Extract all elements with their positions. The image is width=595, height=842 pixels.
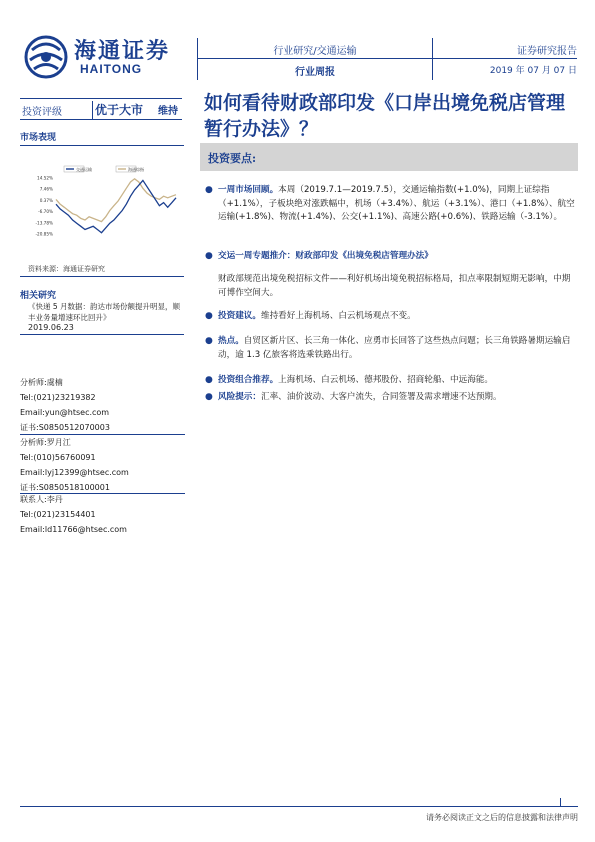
report-title: 如何看待财政部印发《口岸出境免税店管理暂行办法》？ bbox=[204, 92, 566, 140]
footer-disclaimer: 请务必阅读正文之后的信息披露和法律声明 bbox=[426, 813, 578, 822]
key-point-text: 本周（2019.7.1—2019.7.5），交通运输指数(+1.0%)，同期上证综指（+1.1%），子板块绝对涨跌幅中，机场（+3.4%）、航运（+3.1%）、港口（+1.8%）、航空运输(+1.8%)、物流(+1.4%)、公交(+1.1%)、高速公路(+0.6%)、铁路运输（-3.1%）。 bbox=[218, 185, 575, 222]
y-tick-label: 0.37% bbox=[39, 197, 53, 203]
key-point-text: 汇率、油价波动、大客户流失，合同签署及需求增速不达预期。 bbox=[260, 392, 502, 402]
related-research-date: 2019.06.23 bbox=[28, 323, 74, 332]
y-tick-label: -20.85% bbox=[35, 231, 53, 237]
logo-chinese-name: 海通证券 bbox=[74, 38, 171, 64]
haitong-emblem-icon bbox=[22, 34, 70, 80]
section-rule bbox=[20, 334, 184, 335]
key-point-lead: 一周市场回顾。 bbox=[218, 185, 279, 195]
key-point-subparagraph: 财政部规范出境免税招标文件——利好机场出境免税招标格局，扣点率限制短期无影响，中期可博作空间大。 bbox=[218, 274, 571, 298]
key-point-lead: 交运一周专题推介：财政部印发《出境免税店管理办法》 bbox=[218, 251, 433, 261]
report-category: 行业研究/交通运输 bbox=[273, 46, 357, 57]
bullet-icon: ● bbox=[205, 392, 213, 402]
company-logo bbox=[22, 34, 172, 80]
rating-label: 投资评级 bbox=[22, 107, 62, 118]
analyst-tel: Tel:(021)23219382 bbox=[20, 393, 96, 402]
contact-name: 联系人:李丹 bbox=[20, 495, 63, 504]
key-point-lead: 投资组合推荐。 bbox=[218, 375, 279, 385]
analyst-email[interactable]: Email:lyj12399@htsec.com bbox=[20, 468, 129, 477]
bullet-icon: ● bbox=[205, 185, 213, 195]
rating-divider bbox=[92, 101, 93, 119]
related-research-title: 相关研究 bbox=[20, 291, 57, 301]
key-points-heading: 投资要点: bbox=[208, 152, 257, 165]
key-point-item bbox=[205, 250, 578, 264]
legend-label-index: 海通综指 bbox=[128, 167, 144, 172]
bullet-icon: ● bbox=[205, 336, 213, 346]
analyst-name: 分析师:虞楠 bbox=[20, 378, 63, 387]
rating-box bbox=[20, 98, 182, 120]
related-research-item[interactable]: 《快递 5 月数据：韵达市场份额提升明显，顺丰业务量增速环比回升》 bbox=[28, 302, 181, 322]
section-rule bbox=[20, 145, 184, 146]
y-tick-label: -6.70% bbox=[38, 209, 53, 215]
rating-value: 优于大市 bbox=[95, 103, 144, 117]
bullet-icon: ● bbox=[205, 311, 213, 321]
key-point-text: 自贸区新片区、长三角一体化、应勇市长回答了这些热点问题；长三角铁路暑期运输启动，逾 1.3 亿旅客将选乘铁路出行。 bbox=[218, 336, 571, 360]
key-point-lead: 热点。 bbox=[218, 336, 244, 346]
chart-source: 资料来源：海通证券研究 bbox=[28, 265, 105, 273]
analyst-divider bbox=[20, 434, 185, 435]
y-tick-label: -13.78% bbox=[35, 220, 53, 226]
legend-label-transport: 交通运输 bbox=[76, 167, 92, 172]
rating-action: 维持 bbox=[158, 106, 178, 117]
report-type: 行业周报 bbox=[295, 67, 335, 78]
key-point-item bbox=[205, 184, 578, 225]
key-point-item bbox=[205, 310, 578, 324]
key-points-header bbox=[200, 143, 578, 171]
header-rule bbox=[197, 58, 577, 59]
bullet-icon: ● bbox=[205, 251, 213, 261]
market-performance-chart bbox=[20, 162, 180, 240]
series-line bbox=[56, 180, 176, 232]
key-point-item bbox=[205, 374, 578, 388]
key-point-item bbox=[205, 391, 578, 405]
key-point-item bbox=[205, 335, 578, 362]
analyst-email[interactable]: Email:yun@htsec.com bbox=[20, 408, 110, 417]
contact-email[interactable]: Email:ld11766@htsec.com bbox=[20, 525, 127, 534]
footer-rule bbox=[20, 806, 578, 807]
analyst-name: 分析师:罗月江 bbox=[20, 438, 71, 447]
key-point-lead: 风险提示： bbox=[218, 392, 261, 402]
y-tick-label: 7.46% bbox=[39, 186, 53, 192]
y-tick-label: 14.52% bbox=[37, 175, 53, 181]
key-point-lead: 投资建议。 bbox=[218, 311, 261, 321]
bullet-icon: ● bbox=[205, 375, 213, 385]
analyst-cert: 证书:S0850518100001 bbox=[20, 483, 110, 492]
key-point-text: 上海机场、白云机场、德邦股份、招商轮船、中远海能。 bbox=[278, 375, 494, 385]
market-performance-title: 市场表现 bbox=[20, 133, 57, 143]
analyst-cert: 证书:S0850512070003 bbox=[20, 423, 110, 432]
series-line bbox=[56, 179, 176, 222]
logo-english-name: HAITONG bbox=[80, 62, 143, 76]
contact-tel: Tel:(021)23154401 bbox=[20, 510, 96, 519]
key-point-text: 维持看好上海机场、白云机场观点不变。 bbox=[260, 311, 416, 321]
analyst-tel: Tel:(010)56760091 bbox=[20, 453, 96, 462]
report-label: 证券研究报告 bbox=[517, 46, 577, 57]
report-date: 2019 年 07 月 07 日 bbox=[489, 66, 577, 76]
section-rule bbox=[20, 276, 184, 277]
